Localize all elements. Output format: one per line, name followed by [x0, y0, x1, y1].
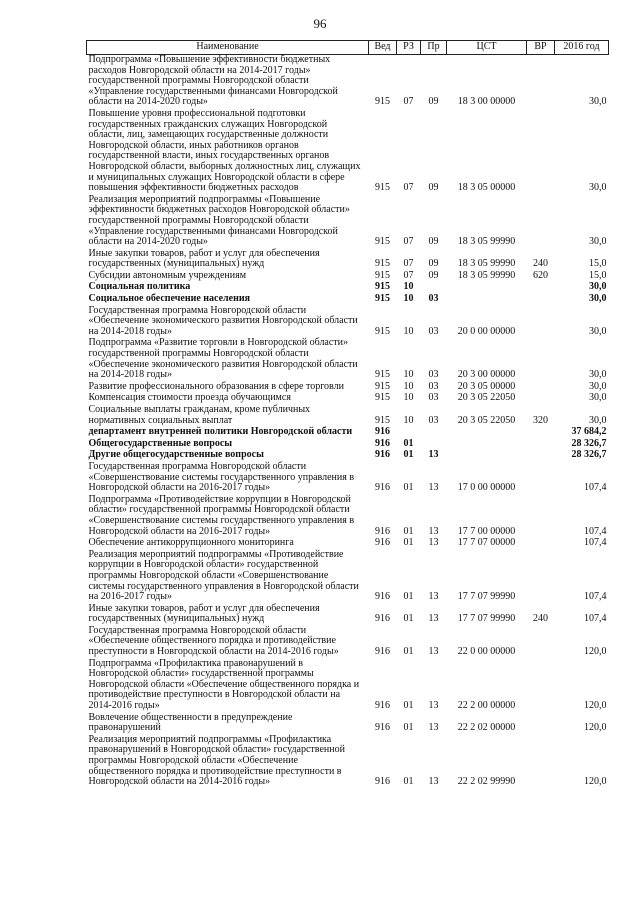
row-cst: 22 0 00 00000 [457, 646, 516, 658]
row-pr: 09 [428, 182, 439, 194]
row-ved: 916 [375, 700, 390, 712]
row-sum: 30,0 [589, 325, 607, 337]
row-vr [527, 659, 555, 713]
header-pr: Пр [421, 41, 447, 55]
table-row [87, 550, 609, 604]
row-pr: 03 [428, 414, 439, 426]
table-row [87, 109, 609, 195]
table-body [87, 55, 609, 789]
table-header-row [87, 41, 609, 55]
row-name: Общегосударственные вопросы [88, 437, 233, 449]
row-rz: 10 [403, 380, 414, 392]
row-cst [447, 450, 527, 462]
row-rz: 01 [403, 613, 414, 625]
header-vr: ВР [527, 41, 555, 55]
row-name: Обеспечение антикоррупционного мониторинга [88, 537, 294, 549]
row-ved: 915 [375, 414, 390, 426]
row-cst: 17 7 07 00000 [457, 537, 516, 549]
row-rz: 07 [403, 258, 414, 270]
row-sum: 107,4 [584, 537, 607, 549]
row-name: Развитие профессионального образования в сфере торговли [88, 380, 344, 392]
row-sum: 30,0 [589, 281, 607, 293]
table-row [87, 659, 609, 713]
row-pr: 03 [428, 325, 439, 337]
row-name: департамент внутренней политики Новгородской области [88, 426, 353, 438]
row-pr: 13 [428, 722, 439, 734]
row-sum: 30,0 [589, 392, 607, 404]
table-row [87, 306, 609, 339]
row-name: Государственная программа Новгородской области «Совершенствование системы государственного управления в Новгородской области на 2016-2017 годы» [88, 460, 355, 494]
row-vr [527, 294, 555, 306]
row-sum: 120,0 [584, 722, 607, 734]
row-cst: 18 3 05 00000 [457, 182, 516, 194]
row-name: Вовлечение общественности в предупреждение правонарушений [88, 711, 293, 734]
row-rz: 10 [403, 281, 414, 293]
row-cst: 17 7 07 99990 [457, 591, 516, 603]
row-rz: 10 [403, 369, 414, 381]
row-rz: 01 [403, 722, 414, 734]
row-sum: 15,0 [589, 269, 607, 281]
row-vr [527, 306, 555, 339]
table-row [87, 604, 609, 626]
row-rz: 01 [403, 700, 414, 712]
row-ved: 916 [375, 449, 390, 461]
row-pr: 03 [428, 392, 439, 404]
row-name: Подпрограмма «Противодействие коррупции в Новгородской области» государственной программы Новгородской области «Совершенствование системы государственного управления в Новгородской области на 2016-2017 годы» [88, 493, 355, 537]
row-pr: 13 [428, 537, 439, 549]
row-rz: 01 [403, 437, 414, 449]
row-vr [527, 282, 555, 294]
row-vr [527, 538, 555, 550]
row-vr [527, 495, 555, 538]
row-ved: 916 [375, 525, 390, 537]
row-sum: 30,0 [589, 380, 607, 392]
budget-table [86, 40, 609, 789]
row-vr [527, 427, 555, 439]
row-vr [527, 735, 555, 789]
row-pr: 09 [428, 269, 439, 281]
row-ved: 916 [375, 591, 390, 603]
row-cst: 17 7 07 99990 [457, 613, 516, 625]
row-ved: 916 [375, 426, 390, 438]
row-rz: 07 [403, 182, 414, 194]
row-name: Подпрограмма «Профилактика правонарушений в Новгородской области» государственной программы Новгородской области «Обеспечение общественного порядка и противодействие преступности в Новгородской области на 2014-2016 годы» [88, 657, 360, 712]
row-pr: 13 [428, 482, 439, 494]
row-cst: 22 2 02 00000 [457, 722, 516, 734]
row-cst: 17 7 00 00000 [457, 525, 516, 537]
row-ved: 915 [375, 281, 390, 293]
row-cst: 18 3 05 99990 [457, 269, 516, 281]
row-pr: 13 [428, 776, 439, 788]
row-pr: 09 [428, 96, 439, 108]
row-sum: 120,0 [584, 700, 607, 712]
row-pr: 13 [428, 700, 439, 712]
header-cst: ЦСТ [447, 41, 527, 55]
row-sum: 30,0 [589, 182, 607, 194]
row-cst: 20 0 00 00000 [457, 325, 516, 337]
table-row [87, 462, 609, 495]
row-rz: 10 [403, 325, 414, 337]
row-rz: 01 [403, 646, 414, 658]
row-name: Социальное обеспечение населения [88, 293, 251, 305]
row-vr: 620 [533, 269, 548, 281]
row-name: Государственная программа Новгородской области «Обеспечение общественного порядка и противодействие преступности в Новгородской области на 2014-2016 годы» [88, 624, 339, 658]
row-vr [527, 713, 555, 735]
row-name: Подпрограмма «Повышение эффективности бюджетных расходов Новгородской области на 2014-2017 годы» государственной программы Новгородской области «Управление государственными финансами Новгородской области на 2014-2020 годы» [88, 54, 338, 108]
row-name: Иные закупки товаров, работ и услуг для обеспечения государственных (муниципальных) нужд [88, 602, 320, 625]
row-vr [527, 550, 555, 604]
row-vr [527, 195, 555, 249]
row-pr: 13 [428, 613, 439, 625]
row-rz: 01 [403, 591, 414, 603]
row-pr [421, 427, 447, 439]
table-row [87, 294, 609, 306]
row-rz: 07 [403, 96, 414, 108]
row-rz: 01 [403, 776, 414, 788]
row-pr: 13 [428, 591, 439, 603]
row-rz: 01 [403, 449, 414, 461]
row-vr [527, 626, 555, 659]
row-cst [447, 294, 527, 306]
row-sum: 30,0 [589, 293, 607, 305]
page-number: 96 [313, 16, 327, 31]
table-row [87, 713, 609, 735]
row-pr: 03 [428, 293, 439, 305]
row-name: Реализация мероприятий подпрограммы «Противодействие коррупции в Новгородской области» государственной программы Новгородской области «Совершенствование системы государственного управления в Новгородской области на 2016-2017 годы» [88, 548, 359, 603]
row-ved: 916 [375, 437, 390, 449]
row-vr [527, 338, 555, 381]
row-ved: 915 [375, 380, 390, 392]
header-rz: РЗ [397, 41, 421, 55]
row-sum: 30,0 [589, 236, 607, 248]
row-ved: 916 [375, 722, 390, 734]
row-pr: 03 [428, 369, 439, 381]
row-ved: 916 [375, 646, 390, 658]
row-ved: 915 [375, 182, 390, 194]
row-rz: 07 [403, 236, 414, 248]
row-ved: 915 [375, 269, 390, 281]
row-rz: 01 [403, 482, 414, 494]
row-pr: 13 [428, 449, 439, 461]
row-name: Социальные выплаты гражданам, кроме публичных нормативных социальных выплат [88, 404, 311, 426]
row-cst: 20 3 05 22050 [457, 392, 516, 404]
row-name: Другие общегосударственные вопросы [88, 449, 264, 461]
row-name: Повышение уровня профессиональной подготовки государственных гражданских служащих Новгородской области, лиц, замещающих государственные должности Новгородской области, иных работников органов государственной власти, иных государственных органов Новгородской области, выборных должностных лиц, служащих и муниципальных служащих Новгородской области в сфере повышения эффективности бюджетных расходов [88, 107, 361, 194]
row-name: Субсидии автономным учреждениям [88, 269, 247, 281]
row-ved: 915 [375, 325, 390, 337]
row-cst: 18 3 00 00000 [457, 96, 516, 108]
table-row [87, 538, 609, 550]
row-sum: 120,0 [584, 646, 607, 658]
row-cst [447, 282, 527, 294]
row-name: Реализация мероприятий подпрограммы «Профилактика правонарушений в Новгородской области» государственной программы Новгородской области «Обеспечение общественного порядка и противодействие преступности в Новгородской области на 2014-2016 годы» [88, 733, 345, 788]
row-sum: 107,4 [584, 525, 607, 537]
row-sum: 120,0 [584, 776, 607, 788]
row-name: Иные закупки товаров, работ и услуг для обеспечения государственных (муниципальных) нужд [88, 247, 320, 270]
table-row [87, 405, 609, 427]
row-ved: 916 [375, 482, 390, 494]
row-sum: 37 684,2 [571, 426, 607, 438]
row-vr: 320 [533, 414, 548, 426]
row-rz: 07 [403, 269, 414, 281]
row-ved: 915 [375, 293, 390, 305]
table-row [87, 55, 609, 109]
row-ved: 916 [375, 776, 390, 788]
row-vr [527, 439, 555, 451]
header-name: Наименование [87, 41, 369, 55]
table-row [87, 495, 609, 538]
row-vr [527, 55, 555, 109]
row-sum: 28 326,7 [571, 449, 607, 461]
table-row [87, 338, 609, 381]
row-cst: 22 2 00 00000 [457, 700, 516, 712]
row-sum: 107,4 [584, 482, 607, 494]
row-pr: 09 [428, 258, 439, 270]
row-pr: 03 [428, 380, 439, 392]
table-row [87, 626, 609, 659]
row-rz: 10 [403, 414, 414, 426]
row-vr [527, 393, 555, 405]
row-name: Государственная программа Новгородской области «Обеспечение экономического развития Новгородской области на 2014-2018 годы» [88, 304, 358, 337]
row-rz: 10 [403, 392, 414, 404]
row-name: Компенсация стоимости проезда обучающимся [88, 392, 291, 404]
table-row [87, 249, 609, 271]
row-ved: 915 [375, 236, 390, 248]
row-cst [447, 439, 527, 451]
row-cst: 17 0 00 00000 [457, 482, 516, 494]
row-vr [527, 462, 555, 495]
row-name: Подпрограмма «Развитие торговли в Новгородской области» государственной программы Новгородской области «Обеспечение экономического развития Новгородской области на 2014-2018 годы» [88, 337, 358, 381]
row-ved: 915 [375, 392, 390, 404]
row-ved: 915 [375, 369, 390, 381]
row-rz: 10 [403, 293, 414, 305]
table-row [87, 195, 609, 249]
row-cst: 20 3 00 00000 [457, 369, 516, 381]
row-vr [527, 109, 555, 195]
row-vr: 240 [533, 258, 548, 270]
row-sum: 30,0 [589, 369, 607, 381]
row-sum: 107,4 [584, 613, 607, 625]
row-pr: 13 [428, 646, 439, 658]
row-sum: 28 326,7 [571, 437, 607, 449]
row-cst: 22 2 02 99990 [457, 776, 516, 788]
row-cst [447, 427, 527, 439]
header-year: 2016 год [555, 41, 609, 55]
row-cst: 20 3 05 00000 [457, 380, 516, 392]
row-vr [527, 450, 555, 462]
row-ved: 916 [375, 613, 390, 625]
row-name: Социальная политика [88, 281, 191, 293]
row-sum: 107,4 [584, 591, 607, 603]
row-rz: 01 [403, 537, 414, 549]
row-name: Реализация мероприятий подпрограммы «Повышение эффективности бюджетных расходов Новгородской области» государственной программы Новгородской области «Управление государственными финансами Новгородской области на 2014-2020 годы» [88, 193, 350, 248]
row-cst: 20 3 05 22050 [457, 414, 516, 426]
row-pr: 13 [428, 525, 439, 537]
row-sum: 30,0 [589, 414, 607, 426]
table-row [87, 735, 609, 789]
row-ved: 915 [375, 96, 390, 108]
row-ved: 915 [375, 258, 390, 270]
row-ved: 916 [375, 537, 390, 549]
row-cst: 18 3 05 99990 [457, 258, 516, 270]
row-vr: 240 [533, 613, 548, 625]
header-ved: Вед [369, 41, 397, 55]
row-cst: 18 3 05 99990 [457, 236, 516, 248]
row-pr: 09 [428, 236, 439, 248]
row-rz: 01 [403, 525, 414, 537]
row-vr [527, 382, 555, 394]
row-sum: 30,0 [589, 96, 607, 108]
row-sum: 15,0 [589, 258, 607, 270]
